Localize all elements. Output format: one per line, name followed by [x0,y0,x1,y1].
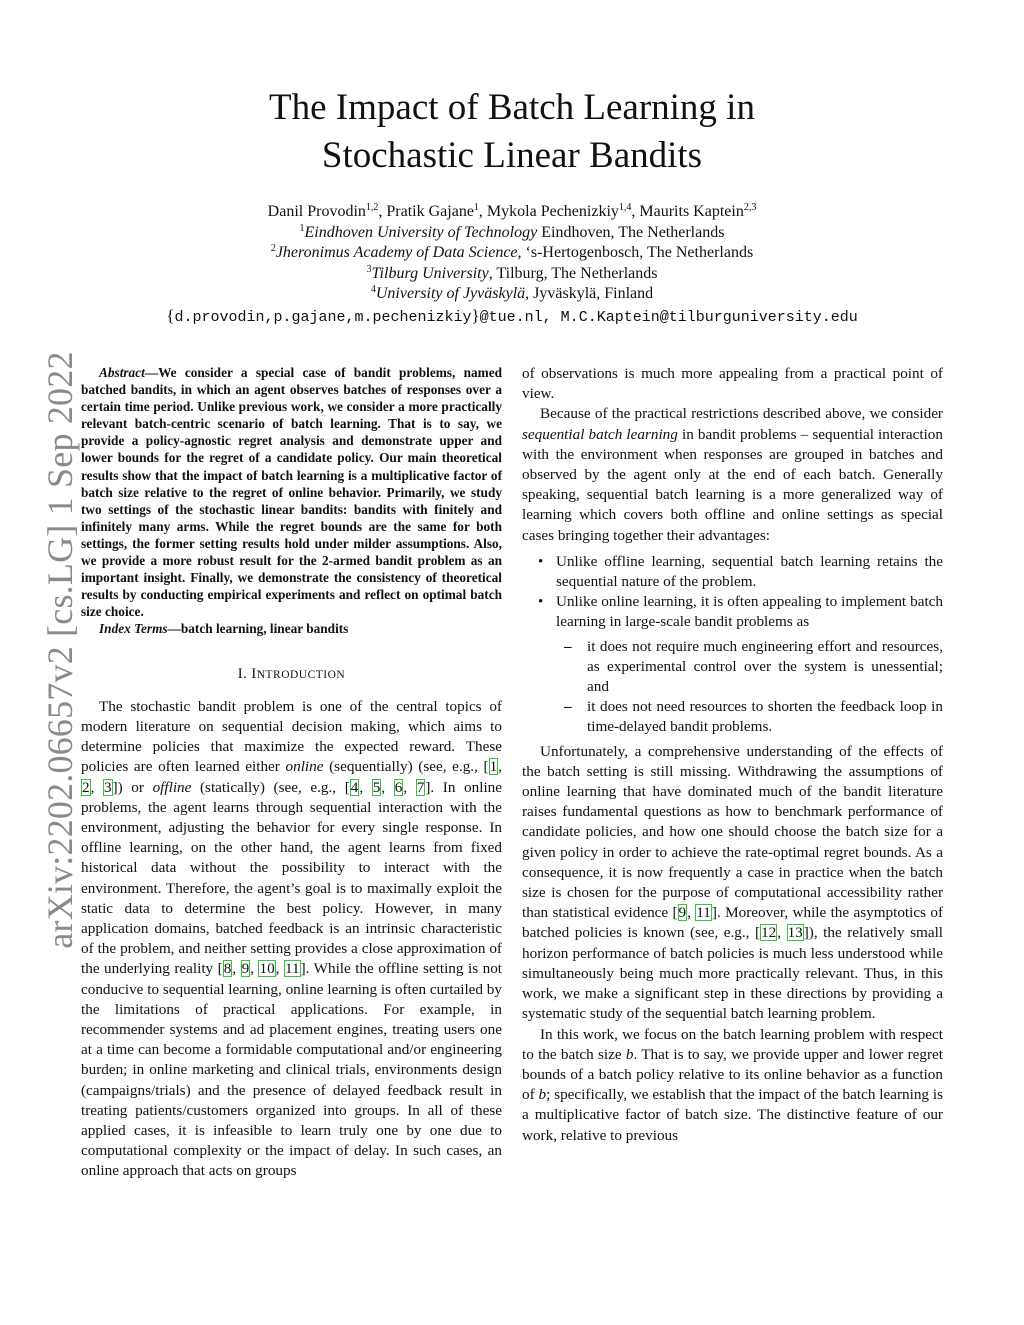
author-names: Danil Provodin$^{1,2}$, Pratik Gajane$^1$, Mykola Pechenizkiy$^{1,4}$, Maurits Kaptein$^{2,3}$ [267,202,757,220]
citation-link[interactable]: 9 [678,904,687,922]
affiliation-location: , ‘s-Hertogenbosch, The Netherlands [517,244,754,261]
citation-link[interactable]: 6 [394,778,403,796]
list-item-text: it does not need resources to shorten the feedback loop in time-delayed bandit problems. [587,698,943,736]
title-line-2: Stochastic Linear Bandits [321,135,703,176]
affiliation-location: , Tilburg, The Netherlands [488,264,658,282]
text-run: ]) or [112,778,153,796]
section-title-rest: NTRODUCTION [256,668,346,681]
text-run: ; specifically, we establish that the impact of the batch learning is a multiplicative factor of batch size. The distinctive feature of our work, relative to previous [522,1086,944,1144]
dash-marker: – [564,637,572,655]
math-variable: b [625,1045,634,1063]
citation-link[interactable]: 9 [241,960,250,978]
citation-link[interactable]: 3 [104,778,112,796]
title-line-1: The Impact of Batch Learning in [269,87,755,128]
section-number: I. [237,665,252,682]
affiliation-number: 2 [270,243,276,254]
citation-link[interactable]: 1 [489,758,498,776]
sub-list [522,637,943,738]
affiliation-location: , Jyväskylä, Finland [525,285,654,302]
section-title-initial: I [251,665,257,682]
left-column [81,364,502,1182]
author-emails [0,306,1024,329]
affiliation-3 [0,264,1024,285]
citation-link[interactable]: 2 [82,778,90,796]
affiliation-number: 4 [370,284,376,295]
text-run: Because of the practical restrictions described above, we consider [540,405,943,423]
dash-marker: – [564,698,572,716]
text-run: In this work, we focus on the batch learning problem with respect to the batch size [522,1025,943,1063]
author-name: Danil Provodin [267,203,366,220]
paper-title [0,84,1024,180]
text-run: . That is to say, we provide upper and lower regret bounds of a batch policy relative to its online behavior as a function of [522,1045,943,1104]
author-block [0,202,1024,328]
sub-list-item [522,697,943,737]
emphasis: offline [152,778,192,796]
affiliation-location: Eindhoven, The Netherlands [537,223,725,241]
bullet-marker: • [538,593,544,611]
list-item [522,592,943,632]
advantages-list [522,552,943,633]
text-run: ]. Moreover, while the asymptotics of batched policies is known (see, e.g., [ [522,904,944,942]
text-run: ]), the relatively small horizon performance of batch policies is much less understood while simultaneously being much more practically relevant. Thus, in this work, we make a significant step in these directions by providing a systematic study of the sequential batch learning problem. [522,924,944,1023]
bullet-marker: • [538,552,544,570]
index-terms-text: —batch learning, linear bandits [167,621,349,637]
email-brace-open: { [166,305,175,325]
affiliation-number: 3 [366,263,372,275]
author-name: Mykola Pechenizkiy [486,203,619,220]
list-item [522,552,943,592]
author-name: Pratik Gajane [386,203,474,220]
affiliation-1 [0,223,1024,244]
section-heading-introduction [81,664,502,685]
index-terms [81,620,502,637]
math-variable: b [538,1086,547,1104]
text-run: (sequentially) (see, e.g., [ [323,758,489,776]
citation-link[interactable]: 11 [696,904,711,922]
intro-paragraph: The stochastic bandit problem is one of the central topics of modern literature on sequential decision making, which aims to determine policies that maximize the expected reward. These policies are often learned either online (sequentially) (see, e.g., [1, 2, 3]) or offline (statically) (see, e.g., [4, 5, 6, 7]. In online problems, the agent learns through sequential interaction with the environment, adjusting the behavior for every single response. In offline learning, on the other hand, the agent learns from fixed historical data without the possibility to interact with the environment. Therefore, the agent’s goal is to maximally exploit the static data to determine the best policy. However, in many application domains, batched feedback is an intrinsic characteristic of the problem, and neither setting provides a close approximation of the underlying reality [8, 9, 10, 11]. While the offline setting is not conducive to sequential learning, online learning is often curtailed by the limitations of practical applications. For example, in recommender systems and ad placement engines, treating users one at a time can become a formidable computational and/or engineering burden; in online marketing and clinical trials, environments design (campaigns/trials) and the presence of delayed feedback result in treating patients/customers organized into groups. In all of these applied cases, it is infeasible to learn truly one by one due to computational complexity or the impact of delay. In such cases, an online approach that acts on groups [81,697,503,1180]
affiliation-name: University of Jyväskylä [375,285,526,302]
citation-link[interactable]: 4 [350,778,359,796]
citation-link[interactable]: 10 [259,960,275,978]
author-affiliation-marker: 1,4 [618,202,632,213]
text-run: (statically) (see, e.g., [ [191,778,350,796]
list-item-text: Unlike online learning, it is often appealing to implement batch learning in large-scale bandit problems as [556,593,943,631]
emphasis: online [285,758,324,776]
abstract-label: Abstract [99,365,145,380]
text-run: ]. In online problems, the agent learns through sequential interaction with the environment, adjusting the behavior for every single response. In offline learning, on the other hand, the agent learns from fixed historical data without the possibility to interact with the environment. Therefore, the agent’s goal is to maximally exploit the static data to determine the best policy. However, in many application domains, batched feedback is an intrinsic characteristic of the problem, and neither setting provides a close approximation of the underlying reality [ [81,778,503,978]
author-affiliation-marker: 2,3 [743,202,757,213]
author-affiliation-marker: 1 [473,202,479,213]
author-name: Maurits Kaptein [639,203,744,220]
affiliation-2 [0,243,1024,264]
paragraph-sequential-batch [522,404,943,545]
text-run: in bandit problems – sequential interaction with the environment when responses are grouped in batches and observed by the agent only at the end of each batch. Generally speaking, sequential batch learning is a more generalized way of learning which covers both offline and online settings as special cases bringing together their advantages: [522,425,943,544]
sub-list-item [522,637,943,698]
citation-link[interactable]: 7 [416,778,425,796]
text-run: The stochastic bandit problem is one of the central topics of modern literature on sequential decision making, which aims to determine policies that maximize the expected reward. These policies are often learned either [81,697,502,776]
abstract [81,364,502,620]
affiliation-name: Jheronimus Academy of Data Science [275,244,518,261]
paragraph-this-work [522,1025,943,1146]
affiliation-name: Eindhoven University of Technology [304,223,538,241]
right-column [522,364,943,1146]
abstract-text: —We consider a special case of bandit problems, named batched bandits, in which an agent observes batches of responses over a certain time period. Unlike previous work, we consider a more practically relevant batch-centric scenario of batch learning. That is to say, we provide a policy-agnostic regret analysis and demonstrate upper and lower bounds for the regret of a candidate policy. Our main theoretical results show that the impact of batch learning is a multiplicative factor of batch size relative to the regret of online behavior. Primarily, we study two settings of the stochastic linear bandits: bandits with finitely and infinitely many arms. While the regret bounds are the same for both settings, the former setting results hold under milder assumptions. Also, we provide a more robust result for the 2-armed bandit problem as an important insight. Finally, we demonstrate the consistency of theoretical results by conducting empirical experiments and reflect on optimal batch size choice. [81,365,502,620]
citation-link[interactable]: 12 [761,924,777,942]
affiliation-4 [0,284,1024,305]
affiliation-number: 1 [299,222,305,234]
affiliation-name: Tilburg University [371,264,489,282]
citation-link[interactable]: 8 [223,960,232,978]
text-run: Unfortunately, a comprehensive understanding of the effects of the batch setting is still missing. Withdrawing the assumptions of online learning that have dominated much of the bandit literature raises fundamental questions as how to benchmark performance of candidate policies, and how one should choose the batch size for a given policy in order to achieve the rate-optimal regret bounds. As a consequence, it is now frequently a case in practice when the batch size is chosen for the purpose of computational accessibility rather than statistical evidence [ [522,742,943,922]
citation-link[interactable]: 13 [787,924,803,942]
continued-paragraph: of observations is much more appealing from a practical point of view. [522,365,943,403]
list-item-text: it does not require much engineering effort and resources, as experimental control over the system is unessential; and [587,637,943,696]
citation-link[interactable]: 5 [372,778,381,796]
email-brace-close: } [471,305,480,325]
text-run: ]. While the offline setting is not conducive to sequential learning, online learning is often curtailed by the limitations of practical applications. For example, in recommender systems and ad placement engines, treating users one at a time can become a formidable computational and/or engineering burden; in online marketing and clinical trials, environments design (campaigns/trials) and the presence of delayed feedback result in treating patients/customers organized into groups. In all of these applied cases, it is infeasible to learn truly one by one due to computational complexity or the impact of delay. In such cases, an online approach that acts on groups [81,960,503,1180]
paragraph-unfortunately: Unfortunately, a comprehensive understanding of the effects of the batch setting is still missing. Withdrawing the assumptions of online learning that have dominated much of the bandit literature raises fundamental questions as how to benchmark performance of candidate policies, and how one should choose the batch size for a given policy in order to achieve the rate-optimal regret bounds. As a consequence, it is now frequently a case in practice when the batch size is chosen for the purpose of computational accessibility rather than statistical evidence [9, 11]. Moreover, while the asymptotics of batched policies is known (see, e.g., [12, 13]), the relatively small horizon performance of batch policies is much less understood while simultaneously being much more practically relevant. Thus, in this work, we make a significant step in these directions by providing a systematic study of the sequential batch learning problem. [522,742,944,1023]
email-list-tue: d.provodin,p.gajane,m.pechenizkiy [174,308,472,326]
emphasis: sequential batch learning [522,425,678,443]
email-list-rest: @tue.nl, M.C.Kaptein@tilburguniversity.edu [479,308,858,326]
list-item-text: Unlike offline learning, sequential batch learning retains the sequential nature of the problem. [556,552,943,591]
arxiv-identifier-stamp: arXiv:2202.06657v2 [cs.LG] 1 Sep 2022 [40,351,80,949]
citation-link[interactable]: 11 [284,960,300,978]
index-terms-label: Index Terms [99,621,168,637]
author-affiliation-marker: 1,2 [365,202,379,213]
